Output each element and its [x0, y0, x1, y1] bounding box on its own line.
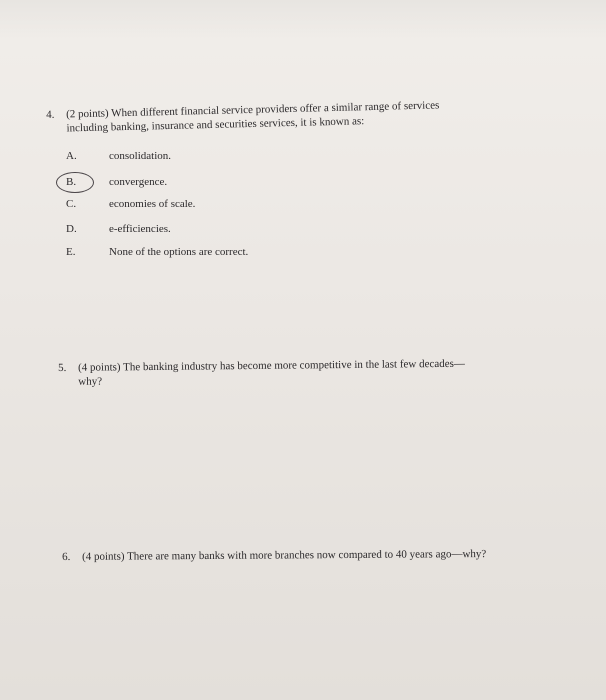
question-5	[58, 356, 548, 389]
question-5-line-2: why?	[78, 375, 103, 388]
option-c-letter: C.	[66, 198, 77, 210]
option-c-text: economies of scale.	[109, 198, 196, 210]
question-4-line-2: including banking, insurance and securities services, it is known as:	[66, 115, 365, 135]
option-e-letter: E.	[66, 246, 76, 258]
question-6	[62, 547, 562, 564]
option-b-text: convergence.	[109, 176, 168, 188]
question-4-number: 4.	[46, 108, 55, 121]
question-6-line-1	[62, 547, 562, 564]
question-6-text-1: (4 points) There are many banks with more branches now compared to 40 years ago—why?	[82, 548, 487, 563]
option-a-text: consolidation.	[109, 150, 172, 162]
option-b-letter: B.	[66, 176, 77, 188]
option-d-letter: D.	[66, 223, 77, 235]
question-6-number: 6.	[62, 550, 71, 563]
question-4-text-1: (2 points) When different financial service providers offer a similar range of services	[66, 99, 440, 121]
option-d-text: e-efficiencies.	[109, 223, 171, 235]
option-e-text: None of the options are correct.	[109, 246, 249, 258]
question-5-number: 5.	[58, 361, 67, 374]
option-a-letter: A.	[66, 150, 77, 162]
question-4	[46, 96, 537, 136]
question-5-text-1: (4 points) The banking industry has become more competitive in the last few decades—	[78, 357, 465, 374]
paper-shadow	[0, 0, 606, 40]
